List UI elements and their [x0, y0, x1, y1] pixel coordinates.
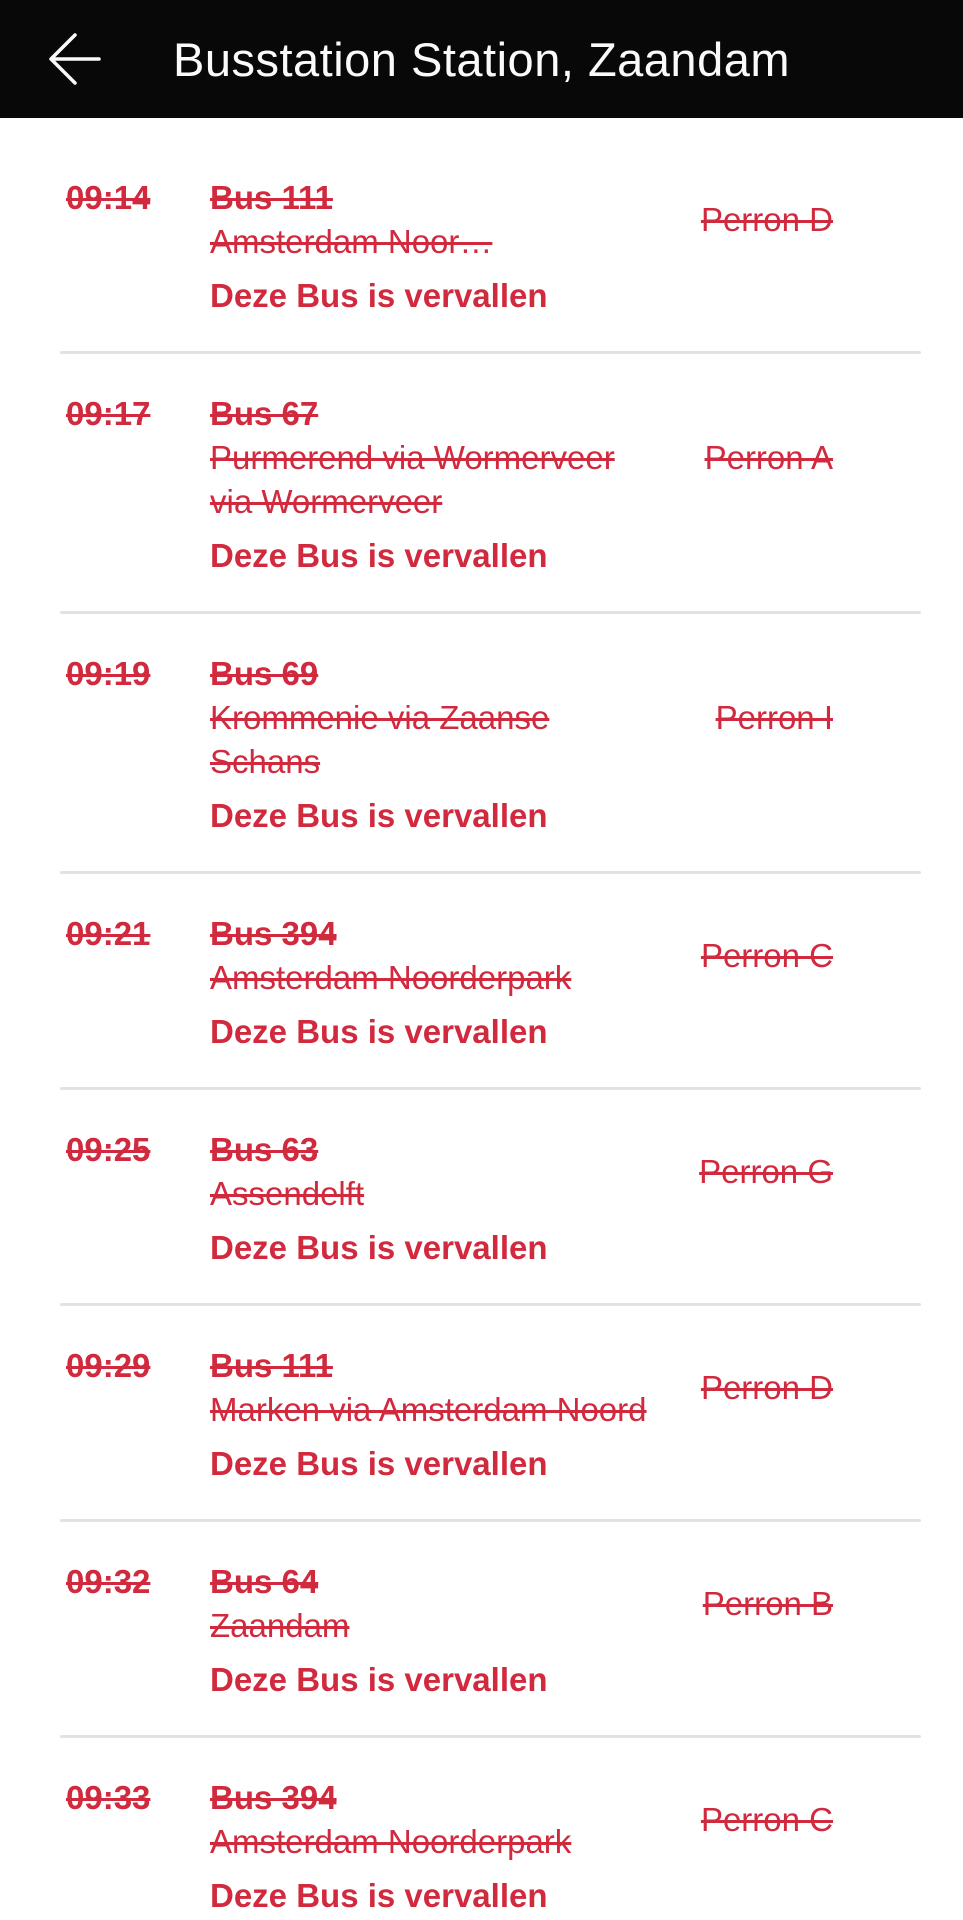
departure-row[interactable]: [0, 1306, 963, 1519]
bus-line-label: Bus 64: [210, 1563, 319, 1600]
departure-row[interactable]: [0, 1522, 963, 1735]
departure-row-upper: [66, 176, 833, 264]
departure-row[interactable]: [0, 874, 963, 1087]
departure-time: 09:19: [66, 655, 151, 692]
departure-list: [0, 118, 963, 1920]
departure-time: 09:32: [66, 1563, 151, 1600]
platform-label: Perron D: [700, 1369, 833, 1406]
departure-row[interactable]: [0, 118, 963, 351]
departure-row-upper: [66, 912, 833, 1000]
departure-row[interactable]: [0, 614, 963, 871]
departure-row-upper: [66, 652, 833, 784]
departure-info: [210, 1776, 701, 1864]
departure-info: [210, 392, 705, 524]
cancelled-status-label: Deze Bus is vervallen: [210, 1877, 548, 1914]
cancelled-status-label: Deze Bus is vervallen: [210, 1445, 548, 1482]
departure-time: 09:21: [66, 915, 151, 952]
destination-label: Amsterdam Noorderpark: [210, 959, 572, 996]
departure-info: [210, 652, 716, 784]
departure-info: [210, 1128, 699, 1216]
bus-line-label: Bus 63: [210, 1131, 319, 1168]
departure-time: 09:25: [66, 1131, 151, 1168]
cancelled-status-label: Deze Bus is vervallen: [210, 1661, 548, 1698]
departure-row-upper: [66, 392, 833, 524]
back-button[interactable]: [30, 0, 120, 118]
platform-label: Perron C: [700, 1801, 833, 1838]
departure-info: [210, 912, 701, 1000]
departure-row-upper: [66, 1344, 833, 1432]
platform-label: Perron C: [700, 937, 833, 974]
departure-row[interactable]: [0, 1090, 963, 1303]
platform-label: Perron I: [715, 699, 833, 736]
cancelled-status-label: Deze Bus is vervallen: [210, 1229, 548, 1266]
cancelled-status-label: Deze Bus is vervallen: [210, 277, 548, 314]
departure-row[interactable]: [0, 354, 963, 611]
departure-info: [210, 1560, 703, 1648]
destination-label: Assendelft: [210, 1175, 365, 1212]
departure-info: [210, 1344, 701, 1432]
bus-line-label: Bus 111: [210, 1347, 333, 1384]
destination-label: Krommenie via Zaanse Schans: [210, 699, 550, 780]
departure-row-upper: [66, 1560, 833, 1648]
bus-line-label: Bus 111: [210, 179, 333, 216]
page-title: Busstation Station, Zaandam: [172, 32, 791, 86]
departure-time: 09:14: [66, 179, 151, 216]
platform-label: Perron A: [704, 439, 833, 476]
cancelled-status-label: Deze Bus is vervallen: [210, 797, 548, 834]
platform-label: Perron D: [700, 201, 833, 238]
platform-label: Perron G: [699, 1153, 833, 1190]
app-header: [0, 0, 963, 118]
cancelled-status-label: Deze Bus is vervallen: [210, 1013, 548, 1050]
bus-line-label: Bus 69: [210, 655, 319, 692]
destination-label: Amsterdam Noor…: [210, 223, 493, 260]
cancelled-status-label: Deze Bus is vervallen: [210, 537, 548, 574]
departure-row-upper: [66, 1128, 833, 1216]
departure-time: 09:33: [66, 1779, 151, 1816]
departure-time: 09:29: [66, 1347, 151, 1384]
destination-label: Amsterdam Noorderpark: [210, 1823, 572, 1860]
departure-row[interactable]: [0, 1738, 963, 1920]
arrow-left-icon: [48, 30, 102, 88]
bus-line-label: Bus 394: [210, 915, 337, 952]
destination-label: Marken via Amsterdam Noord: [210, 1391, 647, 1428]
platform-label: Perron B: [702, 1585, 833, 1622]
bus-line-label: Bus 394: [210, 1779, 337, 1816]
departure-row-upper: [66, 1776, 833, 1864]
departure-time: 09:17: [66, 395, 151, 432]
departure-info: [210, 176, 701, 264]
bus-line-label: Bus 67: [210, 395, 319, 432]
destination-label: Purmerend via Wormerveer via Wormerveer: [210, 439, 615, 520]
destination-label: Zaandam: [210, 1607, 350, 1644]
